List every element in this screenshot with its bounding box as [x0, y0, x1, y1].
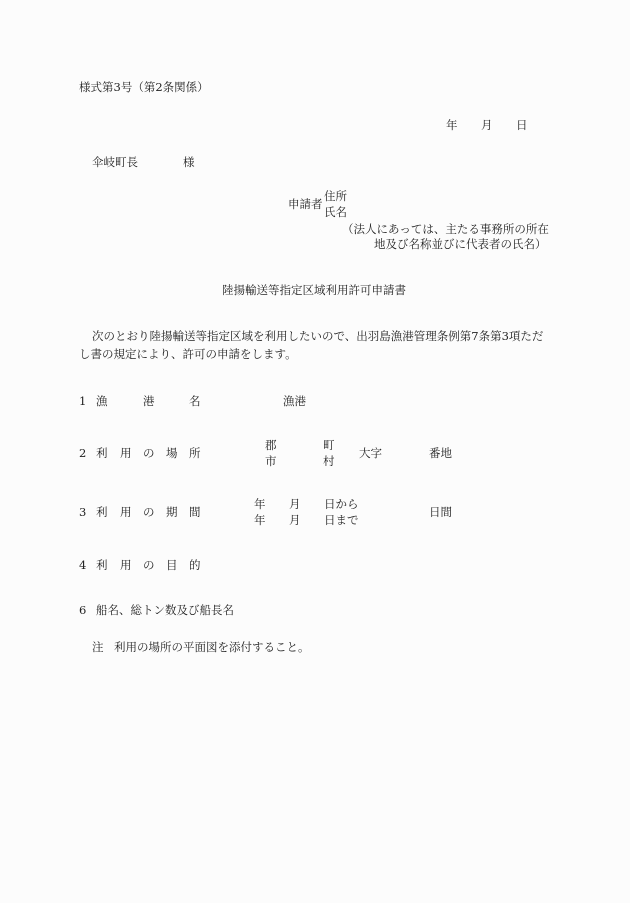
item-3-from-day: 日から — [324, 497, 359, 511]
item-1-label-char: 漁 — [96, 394, 108, 408]
body-line-1: 次のとおり陸揚輸送等指定区域を利用したいので、出羽島漁港管理条例第7条第3項ただ — [92, 329, 544, 343]
item-4-label-char: 用 — [120, 558, 132, 572]
date-year-label: 年 — [446, 118, 458, 132]
date-day-label: 日 — [516, 118, 528, 132]
item-3-to-year: 年 — [254, 513, 266, 527]
item-3-label-char: 用 — [120, 505, 132, 519]
item-2-label-char: 用 — [120, 446, 132, 460]
item-3-from-month: 月 — [289, 497, 301, 511]
item-1-value: 漁港 — [283, 394, 306, 408]
item-2-label-char: の — [143, 446, 155, 460]
item-2-label-char: 場 — [166, 446, 178, 460]
item-1-label-char: 名 — [189, 394, 201, 408]
item-2-oaza: 大字 — [359, 446, 382, 460]
applicant-address-label: 住所 — [324, 189, 347, 203]
item-2-label-char: 利 — [96, 446, 108, 460]
item-4-label-char: の — [143, 558, 155, 572]
item-3-from-year: 年 — [254, 497, 266, 511]
item-1-label-char: 港 — [143, 394, 155, 408]
item-1-number: 1 — [79, 394, 87, 408]
applicant-note-line2: 地及び名称並びに代表者の氏名） — [374, 237, 547, 251]
applicant-name-label: 氏名 — [324, 205, 347, 219]
item-6-label: 船名、総トン数及び船長名 — [96, 603, 234, 617]
item-2-shi: 市 — [265, 454, 277, 468]
item-4-label-char: 利 — [96, 558, 108, 572]
item-3-number: 3 — [79, 505, 87, 519]
item-3-label-char: 利 — [96, 505, 108, 519]
date-month-label: 月 — [481, 118, 493, 132]
item-2-mura: 村 — [323, 454, 335, 468]
item-2-gun: 郡 — [265, 438, 277, 452]
document-title: 陸揚輸送等指定区域利用許可申請書 — [222, 283, 406, 297]
item-3-to-day: 日まで — [324, 513, 359, 527]
item-3-label-char: の — [143, 505, 155, 519]
item-6-number: 6 — [79, 603, 87, 617]
item-2-banchi: 番地 — [429, 446, 452, 460]
addressee-name: 伞岐町長 — [92, 155, 138, 169]
item-3-label-char: 期 — [166, 505, 178, 519]
note-text: 利用の場所の平面図を添付すること。 — [114, 640, 310, 654]
applicant-label: 申請者 — [288, 197, 323, 211]
body-line-2: し書の規定により、許可の申請をします。 — [79, 347, 297, 361]
item-2-label-char: 所 — [189, 446, 201, 460]
item-2-machi: 町 — [323, 438, 335, 452]
form-number: 様式第3号（第2条関係） — [79, 80, 209, 94]
addressee-honorific: 様 — [183, 155, 195, 169]
item-4-label-char: 目 — [166, 558, 178, 572]
item-3-label-char: 間 — [189, 505, 201, 519]
item-2-number: 2 — [79, 446, 87, 460]
item-3-to-month: 月 — [289, 513, 301, 527]
item-4-number: 4 — [79, 558, 87, 572]
item-4-label-char: 的 — [189, 558, 201, 572]
note-label: 注 — [92, 640, 104, 654]
applicant-note-line1: （法人にあっては、主たる事務所の所在 — [342, 222, 549, 236]
item-3-days: 日間 — [429, 505, 452, 519]
